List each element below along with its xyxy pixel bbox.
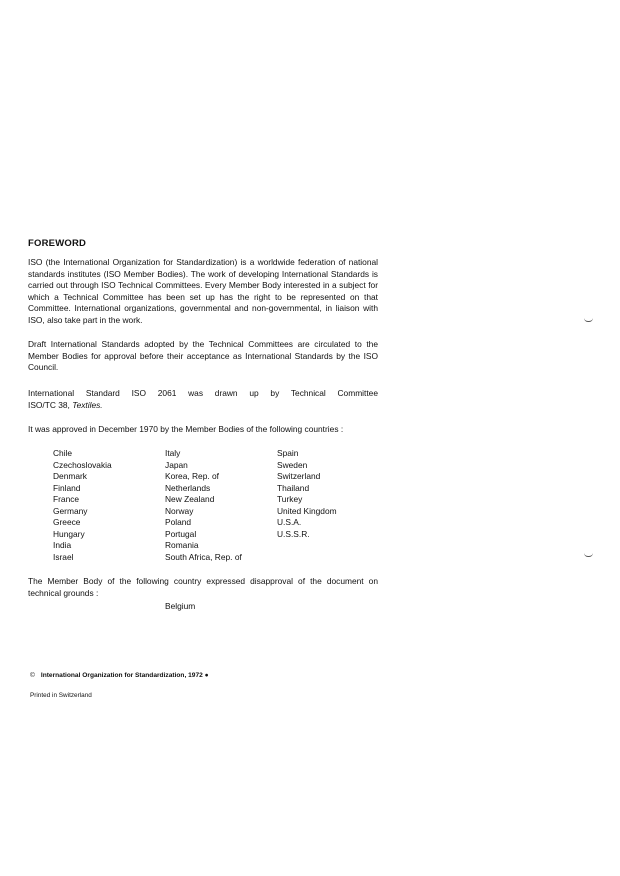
tc-line-2	[28, 400, 378, 412]
disapproving-country: Belgium	[165, 601, 196, 611]
country-item: Portugal	[165, 528, 197, 539]
countries-column-1	[53, 448, 112, 563]
printed-in: Printed in Switzerland	[30, 692, 92, 699]
margin-mark-icon	[584, 553, 593, 557]
tc-line-1: International Standard ISO 2061 was drawn up by Technical Committee	[28, 388, 378, 398]
country-item: Spain	[277, 448, 299, 458]
country-item: Turkey	[277, 494, 303, 504]
country-item: Romania	[165, 540, 199, 550]
tc-prefix: ISO/TC 38,	[28, 399, 73, 410]
country-item: Norway	[165, 505, 194, 516]
paragraph-approval: It was approved in December 1970 by the Member Bodies of the following countries :	[28, 424, 344, 434]
copyright-icon: ©	[30, 672, 35, 679]
country-item: Sweden	[277, 459, 308, 470]
country-item: Japan	[165, 459, 188, 470]
country-item: India	[53, 540, 72, 550]
country-item: New Zealand	[165, 494, 215, 504]
paragraph-iso-intro: ISO (the International Organization for Standardization) is a worldwide federation of national standards institutes (ISO Member Bodies). The work of developing International Standards is carried out through ISO Technical Committees. Every Member Body interested in a subject for which a Technical Committee has been set up has the right to be represented on that Committee. International organizations, governmental and non-governmental, in liaison with ISO, also take part in the work.	[28, 257, 378, 325]
copyright-line	[30, 672, 209, 679]
paragraph-disapproval: The Member Body of the following country expressed disapproval of the document on technical grounds :	[28, 576, 378, 598]
countries-column-2	[165, 448, 242, 563]
country-item: Chile	[53, 448, 73, 458]
country-item: Thailand	[277, 482, 310, 493]
country-item: Netherlands	[165, 482, 211, 493]
country-item: Czechoslovakia	[53, 459, 112, 470]
page-heading: FOREWORD	[28, 238, 87, 249]
country-item: Switzerland	[277, 471, 321, 481]
country-item: South Africa, Rep. of	[165, 551, 242, 562]
country-item: Hungary	[53, 528, 85, 539]
country-item: Greece	[53, 517, 81, 527]
country-item: France	[53, 494, 80, 504]
copyright-text: International Organization for Standardization, 1972 ●	[40, 672, 209, 679]
country-item: Poland	[165, 517, 192, 527]
country-item: Italy	[165, 448, 181, 458]
country-item: Germany	[53, 505, 88, 516]
countries-column-3	[277, 448, 337, 540]
tc-name-italic: Textiles.	[72, 399, 103, 410]
paragraph-technical-committee	[28, 388, 378, 411]
country-item: Finland	[53, 482, 81, 493]
paragraph-draft-standards: Draft International Standards adopted by the Technical Committees are circulated to the Member Bodies for approval before their acceptance as International Standards by the ISO Council.	[28, 339, 378, 373]
country-item: U.S.A.	[277, 517, 302, 527]
margin-mark-icon	[584, 318, 593, 322]
country-item: United Kingdom	[277, 505, 337, 516]
country-item: Denmark	[53, 471, 87, 481]
country-item: Korea, Rep. of	[165, 471, 220, 481]
country-item: U.S.S.R.	[277, 528, 310, 539]
country-item: Israel	[53, 551, 74, 562]
